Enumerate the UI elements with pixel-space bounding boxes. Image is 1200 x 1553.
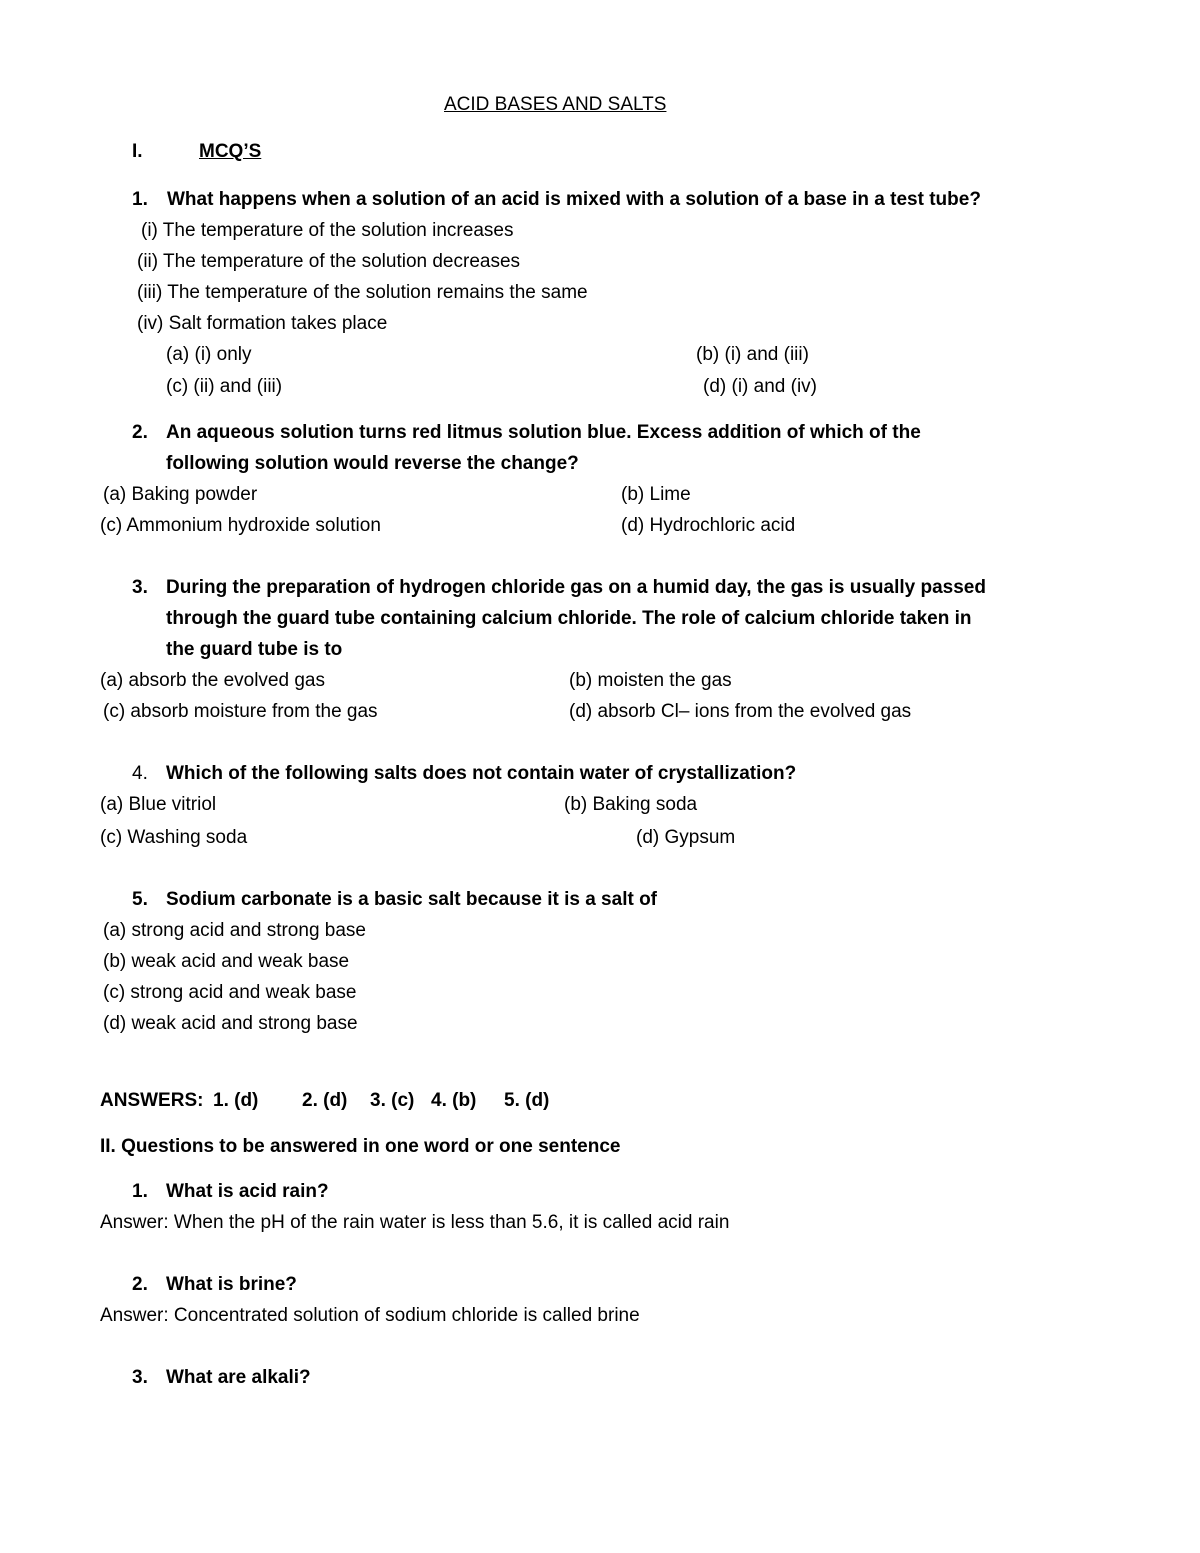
q4-text: Which of the following salts does not contain water of crystallization?	[166, 763, 797, 784]
answer-item: 4. (b)	[431, 1090, 477, 1111]
q3-text-line2: through the guard tube containing calcium chloride. The role of calcium chloride taken in	[166, 608, 972, 629]
s2-q1-number: 1.	[132, 1181, 148, 1202]
q3-option-c: (c) absorb moisture from the gas	[103, 701, 378, 722]
q4-number: 4.	[132, 763, 148, 784]
s2-q3-number: 3.	[132, 1367, 148, 1388]
q4-option-d: (d) Gypsum	[636, 827, 736, 848]
q1-statement: (i) The temperature of the solution increases	[141, 220, 514, 241]
q1-option-a: (a) (i) only	[166, 344, 252, 365]
q2-option-b: (b) Lime	[621, 484, 691, 505]
q3-option-a: (a) absorb the evolved gas	[100, 670, 325, 691]
answer-item: 3. (c)	[370, 1090, 415, 1111]
q2-text-line1: An aqueous solution turns red litmus solution blue. Excess addition of which of the	[166, 422, 921, 443]
q2-number: 2.	[132, 422, 148, 443]
s2-q2-number: 2.	[132, 1274, 148, 1295]
q1-option-b: (b) (i) and (iii)	[696, 344, 809, 365]
q3-option-b: (b) moisten the gas	[569, 670, 732, 691]
section2-heading: II. Questions to be answered in one word or one sentence	[100, 1136, 621, 1157]
q1-statement: (iv) Salt formation takes place	[137, 313, 388, 334]
s2-q3-question: What are alkali?	[166, 1367, 311, 1388]
q5-option-a: (a) strong acid and strong base	[103, 920, 366, 941]
q1-option-d: (d) (i) and (iv)	[703, 376, 818, 397]
q4-option-b: (b) Baking soda	[564, 794, 698, 815]
q3-number: 3.	[132, 577, 148, 598]
q1-statement: (iii) The temperature of the solution remains the same	[137, 282, 588, 303]
q4-option-c: (c) Washing soda	[100, 827, 248, 848]
answers-label: ANSWERS:	[100, 1090, 204, 1111]
q1-text: What happens when a solution of an acid is mixed with a solution of a base in a test tube?	[167, 189, 981, 210]
q2-option-d: (d) Hydrochloric acid	[621, 515, 796, 536]
page-title: ACID BASES AND SALTS	[444, 94, 667, 115]
answer-item: 1. (d)	[213, 1090, 259, 1111]
s2-q1-question: What is acid rain?	[166, 1181, 329, 1202]
s2-q1-answer: Answer: When the pH of the rain water is less than 5.6, it is called acid rain	[100, 1212, 730, 1233]
q2-option-c: (c) Ammonium hydroxide solution	[100, 515, 381, 536]
q3-text-line1: During the preparation of hydrogen chloride gas on a humid day, the gas is usually passed	[166, 577, 986, 598]
q5-option-c: (c) strong acid and weak base	[103, 982, 357, 1003]
q2-option-a: (a) Baking powder	[103, 484, 258, 505]
section1-numeral: I.	[132, 141, 143, 162]
q5-text: Sodium carbonate is a basic salt because it is a salt of	[166, 889, 658, 910]
q4-option-a: (a) Blue vitriol	[100, 794, 217, 815]
q5-number: 5.	[132, 889, 148, 910]
answer-item: 2. (d)	[302, 1090, 348, 1111]
q3-option-d: (d) absorb Cl– ions from the evolved gas	[569, 701, 912, 722]
q2-text-line2: following solution would reverse the change?	[166, 453, 579, 474]
q1-number: 1.	[132, 189, 148, 210]
section1-heading: MCQ’S	[199, 141, 262, 162]
q3-text-line3: the guard tube is to	[166, 639, 343, 660]
s2-q2-answer: Answer: Concentrated solution of sodium chloride is called brine	[100, 1305, 640, 1326]
s2-q2-question: What is brine?	[166, 1274, 297, 1295]
answer-item: 5. (d)	[504, 1090, 550, 1111]
q1-option-c: (c) (ii) and (iii)	[166, 376, 283, 397]
q5-option-b: (b) weak acid and weak base	[103, 951, 350, 972]
q5-option-d: (d) weak acid and strong base	[103, 1013, 358, 1034]
q1-statement: (ii) The temperature of the solution decreases	[137, 251, 521, 272]
